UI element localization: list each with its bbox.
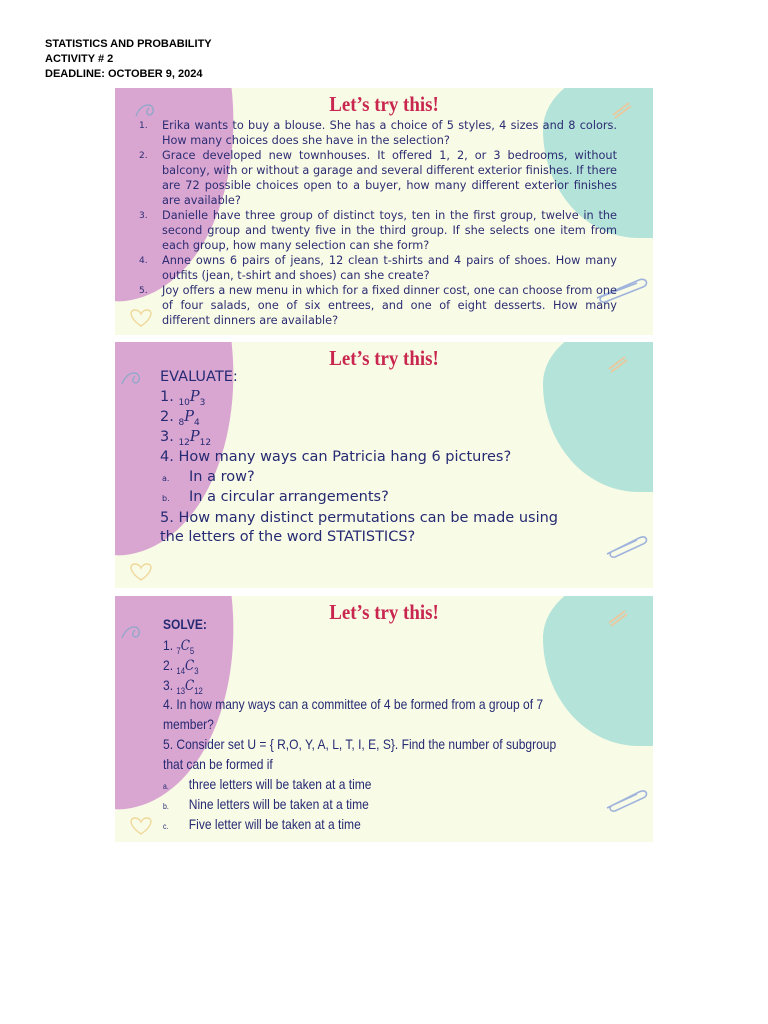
question-4-continued: member?: [163, 716, 214, 732]
heart-icon: [127, 560, 155, 582]
paperclip-icon: [603, 532, 649, 558]
combination-item: 2. $_{14}C_3$: [163, 657, 199, 676]
list-item: 5. Joy offers a new menu in which for a fixed dinner cost, one can choose from one of four salads, one of six entrees, and one of eight desserts. How many different dinners are available?: [139, 284, 617, 327]
question-5-continued: that can be formed if: [163, 756, 273, 772]
subject-title: STATISTICS AND PROBABILITY: [45, 38, 212, 50]
list-item: 2. Grace developed new townhouses. It offered 1, 2, or 3 bedrooms, without balcony, with or without a garage and several different exterior finishes. If there are 72 possible choices open to a buyer, how many different exterior finishes are available?: [139, 149, 617, 207]
swirl-icon: [119, 368, 149, 390]
question-5: 5. Consider set U = { R,O, Y, A, L, T, I, E, S}. Find the number of subgroup: [163, 736, 557, 752]
activity-number: ACTIVITY # 2: [45, 53, 114, 65]
section-heading: EVALUATE:: [160, 369, 238, 385]
card-title: Let’s try this!: [329, 92, 439, 116]
activity-card-counting: [115, 88, 653, 335]
sub-question-a: a. In a row?: [162, 469, 255, 485]
document-header: [45, 37, 212, 82]
deadline: DEADLINE: OCTOBER 9, 2024: [45, 68, 203, 80]
sub-question-a: a. three letters will be taken at a time: [163, 776, 372, 792]
permutation-item: 3. $_{12}P_{12}$: [160, 429, 212, 448]
card-title: Let’s try this!: [329, 346, 439, 370]
list-item: 1. Erika wants to buy a blouse. She has a choice of 5 styles, 4 sizes and 8 colors. How many choices does she have in the selection?: [139, 119, 617, 147]
sub-question-b: b. Nine letters will be taken at a time: [163, 796, 369, 812]
question-5: 5. How many distinct permutations can be made using: [160, 510, 558, 526]
question-4: 4. In how many ways can a committee of 4 be formed from a group of 7: [163, 696, 544, 712]
permutation-item: 1. $_{10}P_3$: [160, 389, 206, 408]
sub-question-c: c. Five letter will be taken at a time: [163, 816, 361, 832]
list-item: 3. Danielle have three group of distinct toys, ten in the first group, twelve in the second group and twenty five in the third group. If she selects one item from each group, how many selection can she form?: [139, 209, 617, 252]
paperclip-icon: [603, 786, 649, 812]
card-title: Let’s try this!: [329, 600, 439, 624]
list-item: 4. Anne owns 6 pairs of jeans, 12 clean t-shirts and 4 pairs of shoes. How many outfits (jean, t-shirt and shoes) can she create?: [139, 254, 617, 282]
permutation-item: 2. $_8P_4$: [160, 409, 200, 428]
question-4: 4. How many ways can Patricia hang 6 pictures?: [160, 449, 512, 465]
section-heading: SOLVE:: [163, 616, 207, 632]
heart-icon: [127, 814, 155, 836]
swirl-icon: [119, 622, 149, 644]
activity-card-combination: [115, 596, 653, 842]
sub-question-b: b. In a circular arrangements?: [162, 489, 389, 505]
question-5-continued: the letters of the word STATISTICS?: [160, 529, 416, 545]
problem-list: [137, 118, 617, 328]
combination-item: 3. $_{13}C_{12}$: [163, 677, 203, 696]
activity-card-permutation: [115, 342, 653, 588]
combination-item: 1. $_7C_5$: [163, 637, 195, 656]
